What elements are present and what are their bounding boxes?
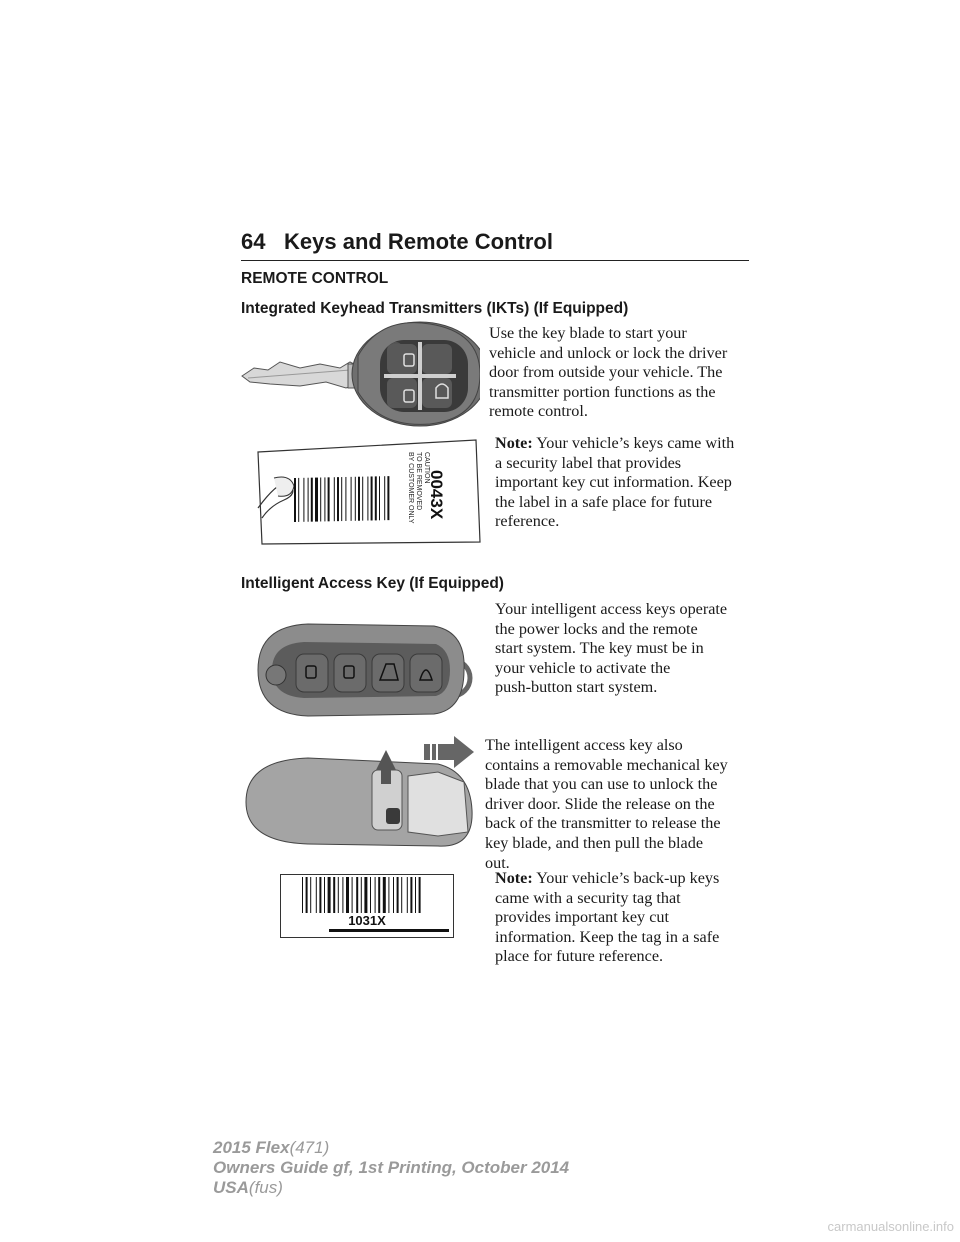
ikt-note: Note: Your vehicle’s keys came with a security label that provides important key cut information. Keep the label in a safe place for future reference. (495, 434, 735, 531)
ikt-heading: Integrated Keyhead Transmitters (IKTs) (If Equipped) (241, 300, 629, 317)
label-caution-text: CAUTION (423, 452, 430, 484)
header-rule (241, 260, 749, 261)
security-tag-illustration (280, 874, 454, 938)
footer-market-code: (fus) (248, 1178, 283, 1197)
iak-paragraph-1: Your intelligent access keys operate the power locks and the remote start system. The key must be in your vehicle to activate the push-button start system. (495, 600, 728, 697)
tag-code: 1031X (348, 913, 386, 928)
security-label-illustration (250, 438, 482, 546)
footer-market: USA (213, 1178, 249, 1197)
note-label: Note: (495, 434, 533, 452)
label-line3-text: BY CUSTOMER ONLY (407, 452, 414, 524)
tag-underline (329, 929, 449, 932)
iak-note: Note: Your vehicle’s back-up keys came with a security tag that provides important key cut information. Keep the tag in a safe place for future reference. (495, 869, 720, 966)
watermark: carmanualsonline.info (827, 1219, 954, 1234)
intelligent-key-fob-illustration (238, 620, 478, 720)
iak-paragraph-2: The intelligent access key also contains a removable mechanical key blade that you can use to unlock the driver door. Slide the release on the back of the transmitter to release the key blade, and then pull the blade out. (485, 736, 728, 872)
footer-guide: Owners Guide gf, 1st Printing, October 2014 (213, 1158, 570, 1177)
iak-heading: Intelligent Access Key (If Equipped) (241, 575, 504, 592)
key-blade-release-illustration (238, 736, 478, 854)
page-number: 64 (241, 229, 266, 254)
label-code: 0043X (427, 470, 446, 520)
section-title: REMOTE CONTROL (241, 270, 389, 287)
footer-model: 2015 Flex (213, 1138, 290, 1157)
note-label: Note: (495, 869, 533, 887)
page-title: Keys and Remote Control (284, 229, 553, 254)
ikt-paragraph: Use the key blade to start your vehicle and unlock or lock the driver door from outside your vehicle. The transmitter portion functions as the remote control. (489, 324, 728, 421)
ikt-key-illustration (240, 318, 480, 430)
footer-model-code: (471) (289, 1138, 330, 1157)
label-line2-text: TO BE REMOVED (415, 452, 422, 511)
footer (213, 1138, 569, 1198)
